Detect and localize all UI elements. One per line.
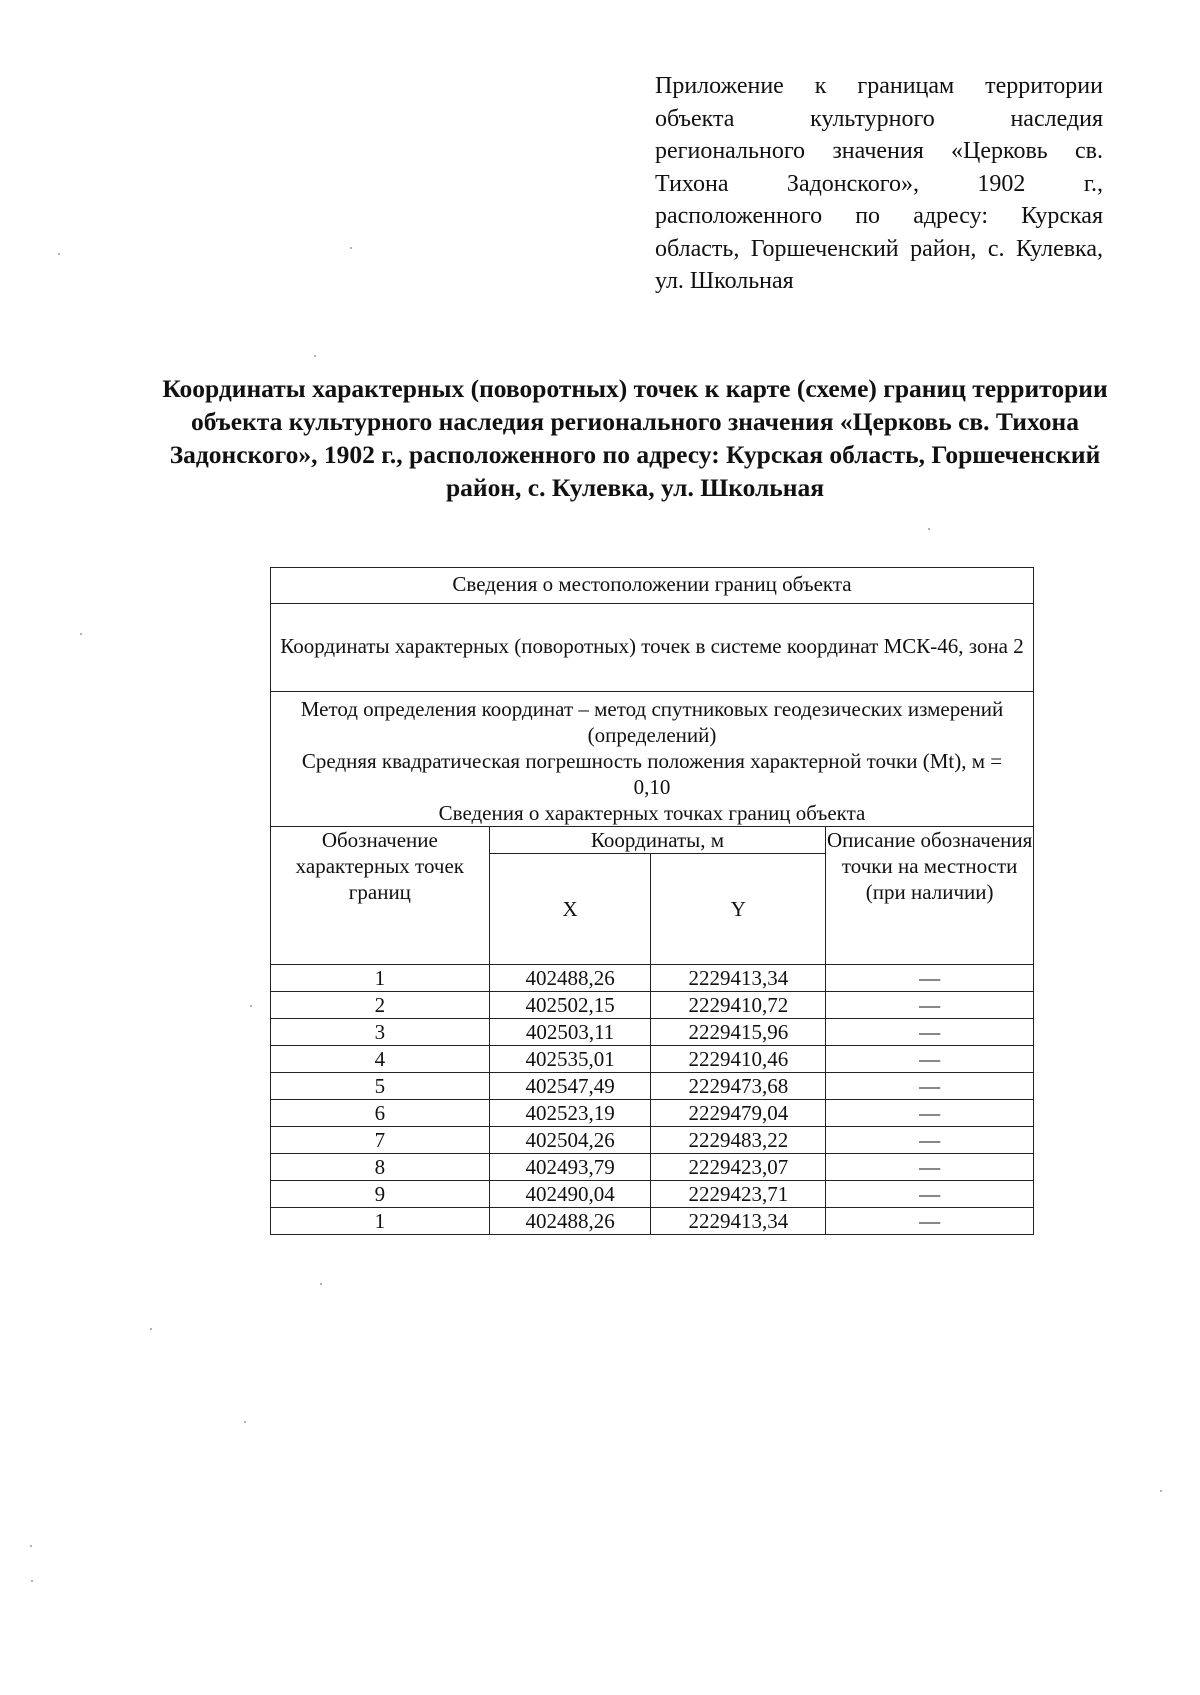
scan-speck	[31, 1580, 33, 1582]
scan-speck	[350, 247, 352, 249]
point-name-header: Обозначение характерных точек границ	[271, 827, 490, 965]
y-value-cell: 2229410,72	[651, 992, 826, 1019]
scan-speck	[30, 1545, 32, 1547]
coordinate-system-cell: Координаты характерных (поворотных) точек в системе координат МСК-46, зона 2	[271, 604, 1034, 692]
description-cell: —	[826, 1046, 1034, 1073]
description-cell: —	[826, 1100, 1034, 1127]
points-info-text: Сведения о характерных точках границ объекта	[438, 801, 866, 825]
description-cell: —	[826, 1154, 1034, 1181]
scan-speck	[80, 633, 82, 635]
y-value-cell: 2229423,07	[651, 1154, 826, 1181]
point-label-cell: 3	[271, 1019, 490, 1046]
coordinates-header: Координаты, м	[489, 827, 826, 854]
point-label-cell: 6	[271, 1100, 490, 1127]
appendix-note: Приложение к границам территории объекта культурного наследия регионального значения «Церковь св. Тихона Задонского», 1902 г., расположенного по адресу: Курская область, Горшеченский район, с. Кулевка, ул. Школьная	[655, 73, 1103, 294]
method-text: Метод определения координат – метод спутниковых геодезических измерений (определений)	[300, 697, 1004, 747]
x-value-cell: 402502,15	[489, 992, 651, 1019]
x-value-cell: 402503,11	[489, 1019, 651, 1046]
table-row	[271, 1127, 1034, 1154]
description-cell: —	[826, 992, 1034, 1019]
table-row	[271, 1154, 1034, 1181]
point-label-cell: 7	[271, 1127, 490, 1154]
point-label-cell: 8	[271, 1154, 490, 1181]
y-value-cell: 2229413,34	[651, 1208, 826, 1235]
point-label-cell: 9	[271, 1181, 490, 1208]
scan-speck	[250, 1005, 252, 1007]
table-row	[271, 992, 1034, 1019]
x-value-cell: 402547,49	[489, 1073, 651, 1100]
x-value-cell: 402535,01	[489, 1046, 651, 1073]
table-row	[271, 1100, 1034, 1127]
coordinate-rows	[271, 965, 1034, 1235]
x-value-cell: 402504,26	[489, 1127, 651, 1154]
scan-speck	[928, 528, 930, 530]
table-row	[271, 1181, 1034, 1208]
point-label-cell: 5	[271, 1073, 490, 1100]
point-label-cell: 1	[271, 1208, 490, 1235]
error-text: Средняя квадратическая погрешность положения характерной точки (Mt), м = 0,10	[301, 749, 1003, 799]
y-value-cell: 2229479,04	[651, 1100, 826, 1127]
table-row	[271, 1208, 1034, 1235]
description-cell: —	[826, 1208, 1034, 1235]
description-header: Описание обозначения точки на местности (при наличии)	[826, 827, 1034, 965]
y-value-cell: 2229483,22	[651, 1127, 826, 1154]
table-row	[271, 1046, 1034, 1073]
description-cell: —	[826, 1181, 1034, 1208]
y-value-cell: 2229410,46	[651, 1046, 826, 1073]
x-value-cell: 402523,19	[489, 1100, 651, 1127]
description-cell: —	[826, 965, 1034, 992]
table-row	[271, 965, 1034, 992]
scan-speck	[320, 1283, 322, 1285]
scan-speck	[244, 1421, 246, 1423]
scan-speck	[150, 1328, 152, 1330]
x-value-cell: 402490,04	[489, 1181, 651, 1208]
y-value-cell: 2229423,71	[651, 1181, 826, 1208]
point-label-cell: 1	[271, 965, 490, 992]
document-title: Координаты характерных (поворотных) точек к карте (схеме) границ территории объекта культурного наследия регионального значения «Церковь св. Тихона Задонского», 1902 г., расположенного по адресу: Курская область, Горшеченский район, с. Кулевка, ул. Школьная	[162, 374, 1108, 502]
description-cell: —	[826, 1127, 1034, 1154]
method-cell	[271, 692, 1034, 827]
table-row	[271, 1073, 1034, 1100]
table-row	[271, 1019, 1034, 1046]
x-header: X	[489, 854, 651, 965]
description-cell: —	[826, 1019, 1034, 1046]
scan-speck	[1160, 1490, 1162, 1492]
description-cell: —	[826, 1073, 1034, 1100]
x-value-cell: 402488,26	[489, 1208, 651, 1235]
coordinates-table	[270, 567, 1034, 1235]
point-label-cell: 4	[271, 1046, 490, 1073]
x-value-cell: 402488,26	[489, 965, 651, 992]
x-value-cell: 402493,79	[489, 1154, 651, 1181]
scan-speck	[58, 253, 60, 255]
y-value-cell: 2229415,96	[651, 1019, 826, 1046]
scan-speck	[314, 355, 316, 357]
y-value-cell: 2229413,34	[651, 965, 826, 992]
y-value-cell: 2229473,68	[651, 1073, 826, 1100]
point-label-cell: 2	[271, 992, 490, 1019]
y-header: Y	[651, 854, 826, 965]
location-info-cell: Сведения о местоположении границ объекта	[271, 568, 1034, 604]
